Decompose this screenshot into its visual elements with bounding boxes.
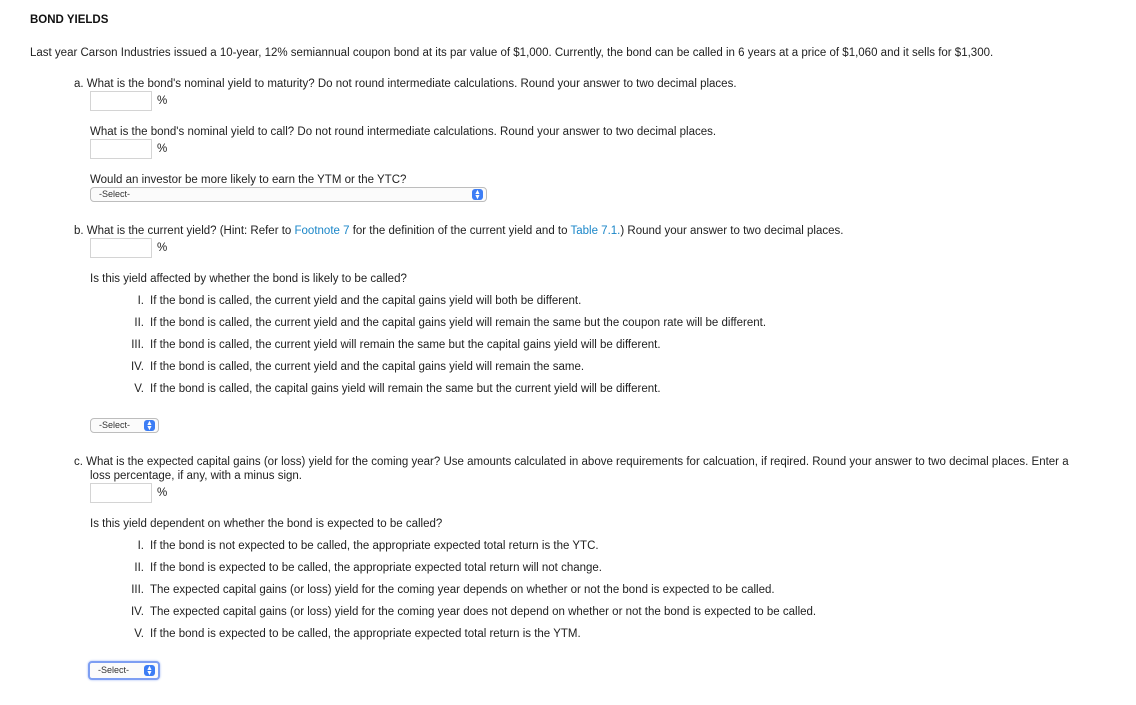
capital-gains-percent-unit: % (157, 487, 168, 499)
option-number: II. (134, 317, 144, 329)
option-number: I. (137, 540, 144, 552)
part-c-select[interactable] (88, 661, 160, 680)
chevron-updown-icon: ▲ ▼ (144, 420, 155, 431)
page-title: BOND YIELDS (30, 14, 109, 26)
question-b-text-3: ) Round your answer to two decimal places. (620, 225, 844, 237)
select-label: -Select- (98, 665, 130, 675)
question-c-line-2: loss percentage, if any, with a minus sign. (90, 470, 303, 482)
question-a-likely: Would an investor be more likely to earn the YTM or the YTC? (90, 174, 407, 186)
current-yield-percent-unit: % (157, 242, 168, 254)
option-number: V. (134, 383, 144, 395)
option-number: II. (134, 562, 144, 574)
ytc-input[interactable] (90, 139, 152, 159)
option-text: If the bond is called, the current yield and the capital gains yield will remain the same. (150, 361, 585, 373)
question-b-current-yield (74, 225, 843, 237)
table-7-1-link[interactable]: Table 7.1. (570, 225, 621, 237)
option-text: If the bond is expected to be called, the appropriate expected total return is the YTM. (150, 628, 581, 640)
current-yield-input[interactable] (90, 238, 152, 258)
option-text: If the bond is expected to be called, the appropriate expected total return will not change. (150, 562, 602, 574)
question-b-text-2: for the definition of the current yield and to (349, 225, 571, 237)
select-label: -Select- (99, 189, 131, 199)
footnote-7-link[interactable]: Footnote 7 (294, 225, 350, 237)
problem-intro: Last year Carson Industries issued a 10-year, 12% semiannual coupon bond at its par value of $1,000. Currently, the bond can be called in 6 years at a price of $1,060 and it sells for $1,300. (30, 47, 994, 59)
chevron-updown-icon: ▲ ▼ (472, 189, 483, 200)
option-number: I. (137, 295, 144, 307)
question-c-line-1: c. What is the expected capital gains (or loss) yield for the coming year? Use amounts calculated in above requirements for calcuation, if reqired. Round your answer to two decimal places. Enter a (74, 456, 1069, 468)
option-text: The expected capital gains (or loss) yield for the coming year does not depend on whether or not the bond is expected to be called. (150, 606, 817, 618)
option-number: IV. (130, 361, 144, 373)
question-a-ytm: a. What is the bond's nominal yield to maturity? Do not round intermediate calculations. Round your answer to two decimal places. (74, 78, 737, 90)
question-b-text-1: b. What is the current yield? (Hint: Refer to (74, 225, 295, 237)
option-number: III. (131, 339, 144, 351)
option-text: The expected capital gains (or loss) yield for the coming year depends on whether or not the bond is expected to be called. (150, 584, 775, 596)
ytm-percent-unit: % (157, 95, 168, 107)
option-number: IV. (130, 606, 144, 618)
capital-gains-input[interactable] (90, 483, 152, 503)
question-c-dependent: Is this yield dependent on whether the bond is expected to be called? (90, 518, 443, 530)
option-text: If the bond is called, the capital gains yield will remain the same but the current yield will be different. (150, 383, 661, 395)
option-text: If the bond is called, the current yield and the capital gains yield will both be different. (150, 295, 582, 307)
question-b-affected: Is this yield affected by whether the bond is likely to be called? (90, 273, 407, 285)
ytc-percent-unit: % (157, 143, 168, 155)
option-text: If the bond is called, the current yield will remain the same but the capital gains yield will be different. (150, 339, 661, 351)
ytm-ytc-select[interactable] (90, 187, 487, 202)
ytm-input[interactable] (90, 91, 152, 111)
question-a-ytc: What is the bond's nominal yield to call? Do not round intermediate calculations. Round your answer to two decimal places. (90, 126, 717, 138)
select-label: -Select- (99, 420, 131, 430)
option-number: V. (134, 628, 144, 640)
part-b-select[interactable] (90, 418, 159, 433)
option-number: III. (131, 584, 144, 596)
option-text: If the bond is not expected to be called, the appropriate expected total return is the YTC. (150, 540, 599, 552)
option-text: If the bond is called, the current yield and the capital gains yield will remain the same but the coupon rate will be different. (150, 317, 767, 329)
chevron-updown-icon: ▲ ▼ (144, 665, 155, 676)
